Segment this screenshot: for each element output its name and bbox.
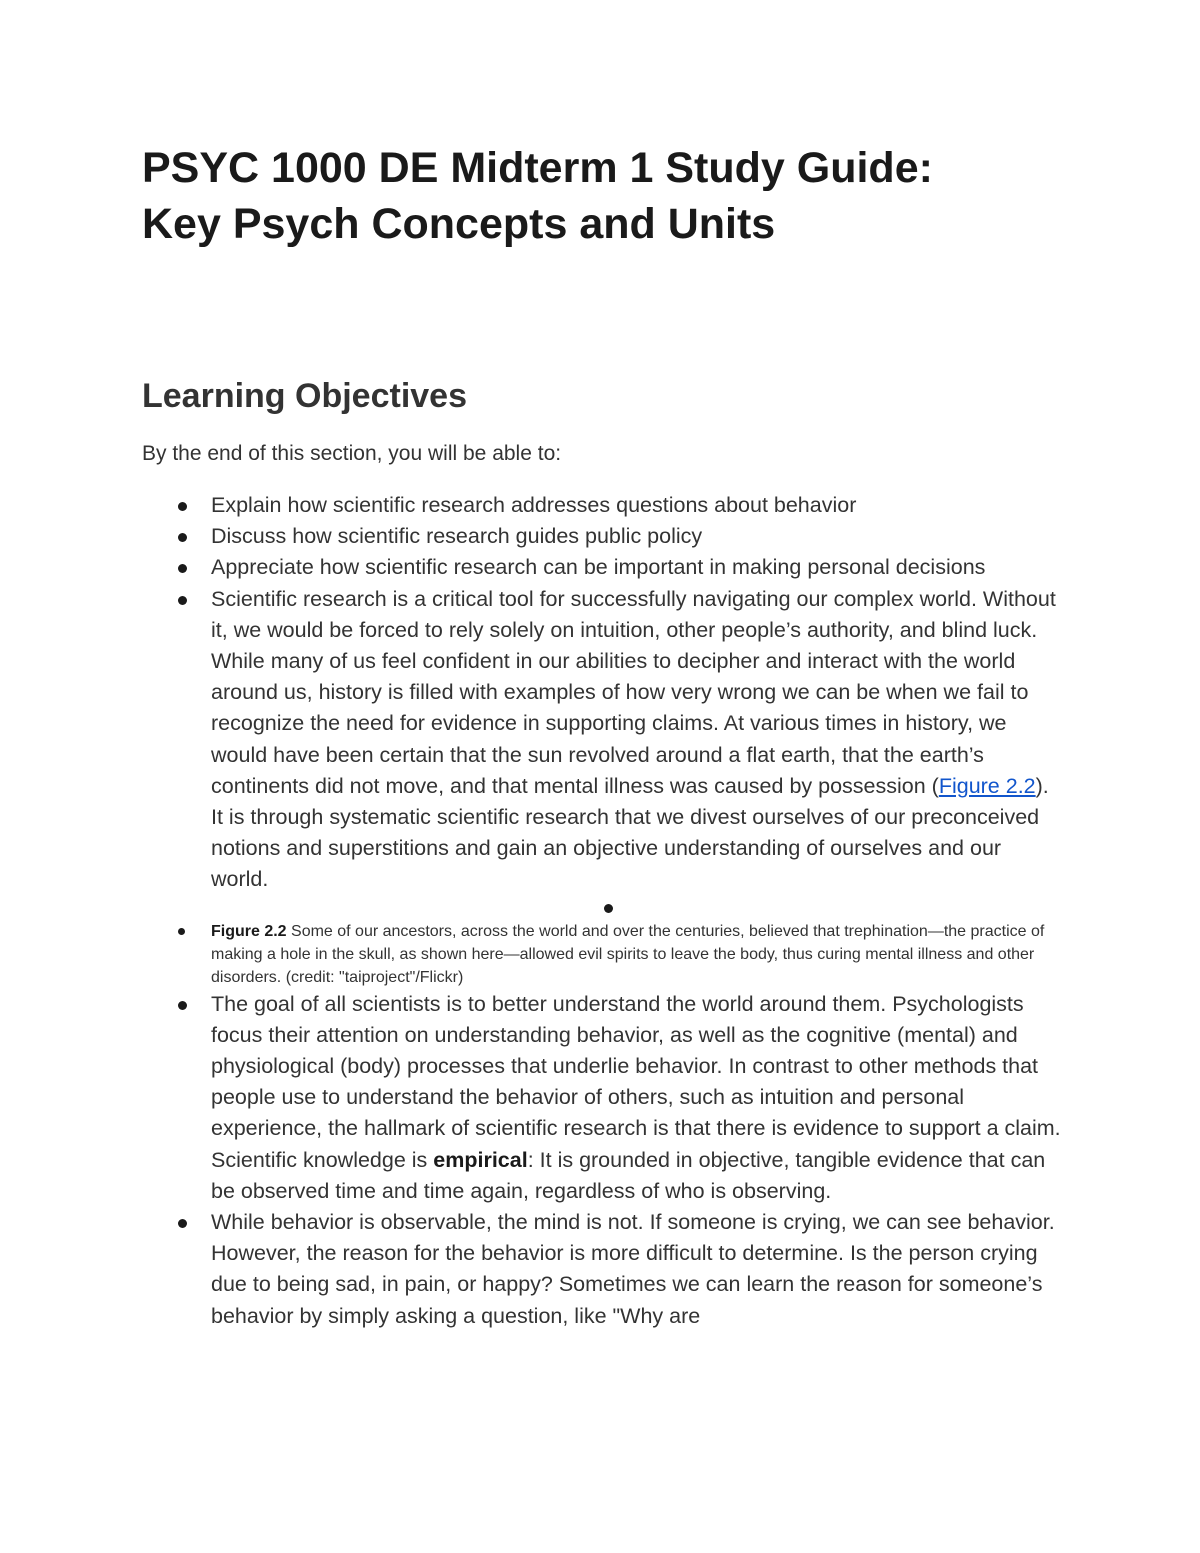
list-item (0, 1207, 1061, 1332)
list-item (0, 552, 1061, 583)
paragraph-text-part: ). It is through systematic scientific research that we divest ourselves of our preconceived notions and superstitions and gain an objective understanding of ourselves and our world. (211, 773, 1049, 892)
figure-link[interactable]: Figure 2.2 (938, 773, 1036, 798)
bullet-icon (178, 596, 187, 605)
bullet-icon (178, 1219, 187, 1228)
list-item (0, 521, 1061, 552)
bullet-icon (178, 533, 187, 542)
paragraph-text (211, 992, 1061, 1203)
paragraph-text-part: Scientific research is a critical tool for successfully navigating our complex world. Without it, we would be forced to rely solely on intuition, other people’s authority, and blind luck. While many of us feel confident in our abilities to decipher and interact with the world around us, history is filled with examples of how very wrong we can be when we fail to recognize the need for evidence in supporting claims. At various times in history, we would have been certain that the sun revolved around a flat earth, that the earth’s continents did not move, and that mental illness was caused by possession ( (211, 586, 1056, 798)
title-line-1: PSYC 1000 DE Midterm 1 Study Guide: (142, 144, 933, 192)
paragraph-text: While behavior is observable, the mind is not. If someone is crying, we can see behavior. However, the reason for the behavior is more difficult to determine. Is the person crying due to being sad, in pain, or happy? Sometimes we can learn the reason for someone’s behavior by simply asking a question, like "Why are (211, 1210, 1055, 1328)
empty-list-item (0, 896, 1061, 920)
list-item (0, 490, 1061, 521)
bullet-icon (178, 928, 185, 935)
paragraph-text (211, 587, 1056, 892)
figure-label: Figure 2.2 (211, 922, 287, 940)
paragraph-text-part: The goal of all scientists is to better understand the world around them. Psychologists focus their attention on understanding behavior, as well as the cognitive (mental) and physiological (body) processes that underlie behavior. In contrast to other methods that people use to understand the behavior of others, such as intuition and personal experience, the hallmark of scientific research is that there is evidence to support a claim. Scientific knowledge is (211, 991, 1061, 1172)
list-item (0, 989, 1061, 1207)
figure-caption (211, 923, 1044, 986)
title-line-2: Key Psych Concepts and Units (142, 200, 776, 248)
objective-text: Explain how scientific research addresses questions about behavior (211, 493, 857, 517)
objectives-list (0, 490, 1200, 1332)
figure-caption-item (0, 920, 1051, 989)
section-heading: Learning Objectives (142, 377, 467, 415)
intro-text: By the end of this section, you will be able to: (142, 442, 562, 465)
document-title (142, 140, 1102, 252)
bullet-icon (178, 1001, 187, 1010)
bullet-icon (178, 564, 187, 573)
paragraph-text-part: : It is grounded in objective, tangible evidence that can be observed time and time again, regardless of who is observing. (211, 1147, 1046, 1203)
objective-text: Appreciate how scientific research can be important in making personal decisions (211, 555, 986, 580)
bullet-icon (604, 904, 613, 913)
list-item (0, 584, 1061, 896)
bullet-icon (178, 502, 187, 511)
objective-text: Discuss how scientific research guides public policy (211, 524, 703, 549)
objectives-content (0, 490, 1200, 1332)
bold-term: empirical (433, 1147, 528, 1172)
figure-caption-text: Some of our ancestors, across the world and over the centuries, believed that trephination—the practice of making a hole in the skull, as shown here—allowed evil spirits to leave the body, thus curing mental illness and other disorders. (credit: "taiproject"/Flickr) (211, 922, 1045, 986)
